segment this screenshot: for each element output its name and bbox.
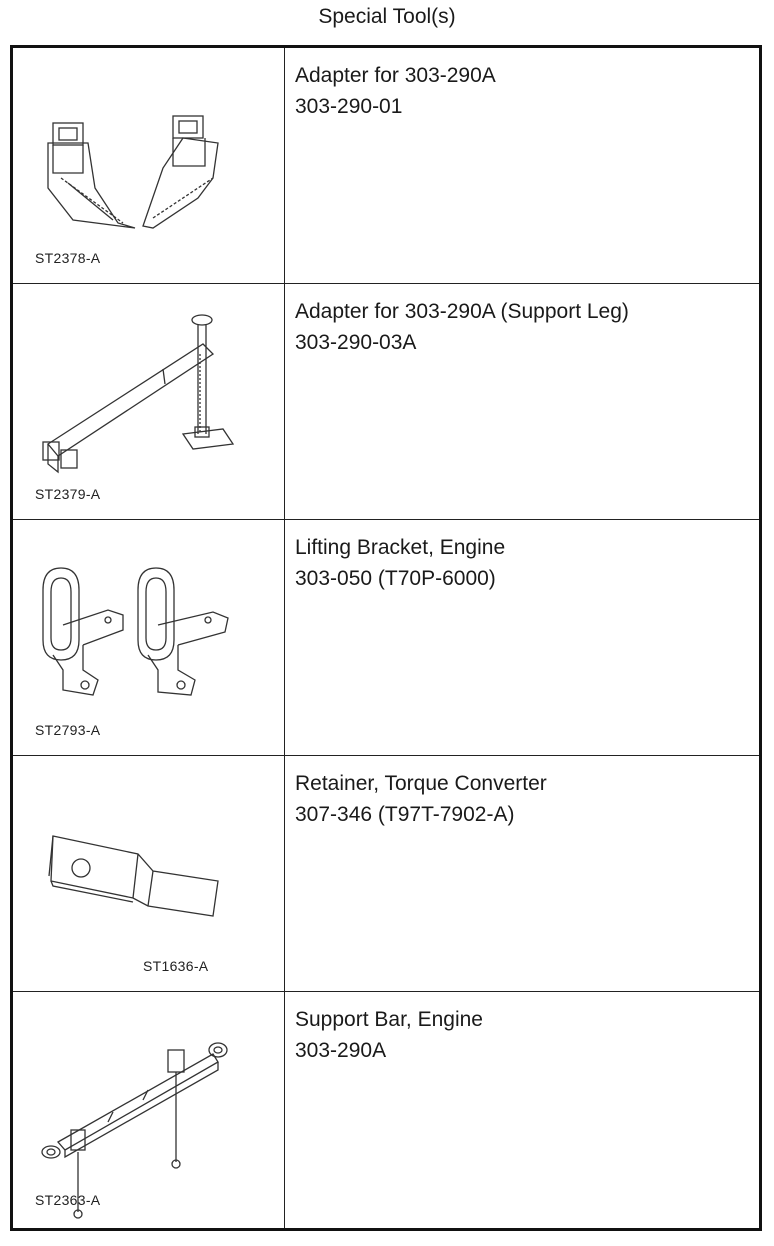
tool-part-number: 303-290-01	[295, 95, 403, 118]
tool-name: Adapter for 303-290A	[295, 64, 496, 87]
tool-name: Support Bar, Engine	[295, 1008, 483, 1031]
image-code: ST2793-A	[35, 722, 101, 738]
tool-row	[13, 992, 759, 1228]
tool-part-number: 303-290A	[295, 1039, 387, 1062]
image-code: ST2363-A	[35, 1192, 101, 1208]
torque-converter-retainer-illustration	[13, 756, 285, 992]
tool-image-cell	[13, 756, 285, 991]
tool-row	[13, 756, 759, 992]
page-title: Special Tool(s)	[318, 5, 456, 28]
adapter-brackets-illustration	[13, 48, 285, 284]
support-leg-illustration	[13, 284, 285, 520]
tool-name: Adapter for 303-290A (Support Leg)	[295, 300, 629, 323]
tool-row	[13, 284, 759, 520]
tool-image-cell	[13, 520, 285, 755]
image-code: ST1636-A	[143, 958, 209, 974]
tool-part-number: 303-050 (T70P-6000)	[295, 567, 496, 590]
tool-row	[13, 520, 759, 756]
tool-image-cell	[13, 48, 285, 283]
tool-name: Lifting Bracket, Engine	[295, 536, 506, 559]
lifting-brackets-illustration	[13, 520, 285, 756]
tool-name: Retainer, Torque Converter	[295, 772, 547, 795]
image-code: ST2379-A	[35, 486, 101, 502]
tool-description-cell	[295, 60, 496, 122]
tool-part-number: 303-290-03A	[295, 331, 417, 354]
special-tools-table	[10, 45, 762, 1231]
image-code: ST2378-A	[35, 250, 101, 266]
tool-description-cell	[295, 296, 629, 358]
tool-image-cell	[13, 992, 285, 1228]
tool-description-cell	[295, 768, 547, 830]
tool-description-cell	[295, 1004, 483, 1066]
tool-image-cell	[13, 284, 285, 519]
tool-row	[13, 48, 759, 284]
tool-part-number: 307-346 (T97T-7902-A)	[295, 803, 515, 826]
tool-description-cell	[295, 532, 505, 594]
